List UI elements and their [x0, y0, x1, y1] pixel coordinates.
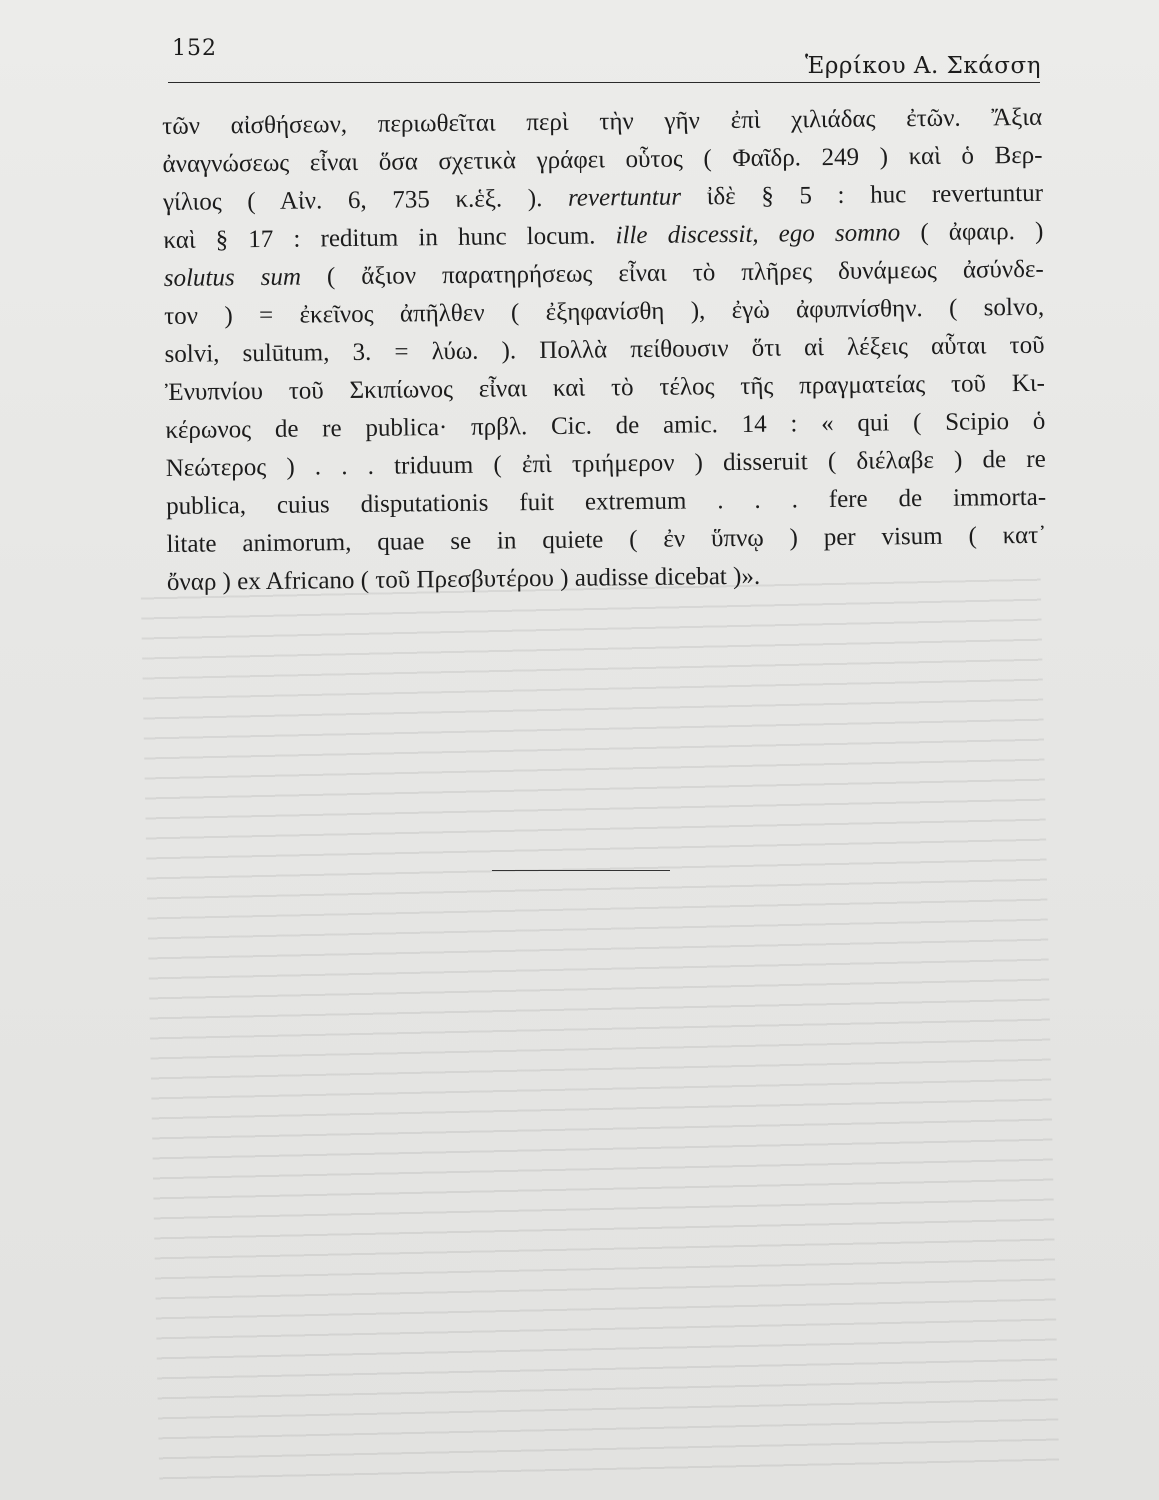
text-line: Ἐνυπνίου τοῦ Σκιπίωνος εἶναι καὶ τὸ τέλος τῆς πραγματείας τοῦ Κι-: [164, 369, 1046, 406]
text-line: solvi, sulūtum, 3. = λύω. ). Πολλὰ πείθουσιν ὅτι αἱ λέξεις αὗται τοῦ: [164, 331, 1045, 368]
body-text: [162, 99, 1047, 602]
text-line: ἀναγνώσεως εἶναι ὅσα σχετικὰ γράφει οὗτος ( Φαῖδρ. 249 ) καὶ ὁ Βερ-: [162, 141, 1043, 178]
italic-phrase: revertuntur: [567, 183, 682, 212]
text-line: ὄναρ ) ex Africano ( τοῦ Πρεσβυτέρου ) audisse dicebat )».: [166, 562, 761, 596]
page-number: 152: [172, 36, 217, 61]
header-rule: [168, 82, 1040, 83]
section-end-rule: [492, 870, 670, 871]
italic-phrase: ille discessit, ego somno: [615, 219, 901, 250]
text-segment: ( ἄξιον παρατηρήσεως εἶναι τὸ πλῆρες δυνάμεως ἀσύνδε-: [300, 255, 1044, 291]
text-line: publica, cuius disputationis fuit extremum . . . fere de immorta-: [166, 483, 1047, 520]
text-line: κέρωνος de re publica· πρβλ. Cic. de amic. 14 : « qui ( Scipio ὁ: [165, 407, 1046, 444]
text-line: Νεώτερος ) . . . triduum ( ἐπὶ τριήμερον ) disseruit ( διέλαβε ) de re: [165, 445, 1046, 482]
text-segment: ἰδὲ § 5 : huc revertuntur: [680, 179, 1044, 211]
running-head: Ἑρρίκου Α. Σκάσση: [804, 53, 1041, 79]
italic-phrase: solutus sum: [163, 263, 302, 292]
text-line: litate animorum, quae se in quiete ( ἐν ὕπνῳ ) per visum ( κατ᾽: [166, 521, 1047, 558]
text-segment: γίλιος ( Αἰν. 6, 735 κ.ἑξ. ).: [162, 184, 569, 216]
text-segment: ( ἀφαιρ. ): [900, 217, 1044, 247]
text-segment: καὶ § 17 : reditum in hunc locum.: [163, 222, 616, 254]
reverse-side-show-through: [141, 571, 1060, 1490]
text-line: τον ) = ἐκεῖνος ἀπῆλθεν ( ἐξηφανίσθη ), ἐγὼ ἀφυπνίσθην. ( solvo,: [164, 293, 1045, 330]
text-line: τῶν αἰσθήσεων, περιωθεῖται περὶ τὴν γῆν ἐπὶ χιλιάδας ἐτῶν. Ἄξια: [162, 103, 1043, 140]
